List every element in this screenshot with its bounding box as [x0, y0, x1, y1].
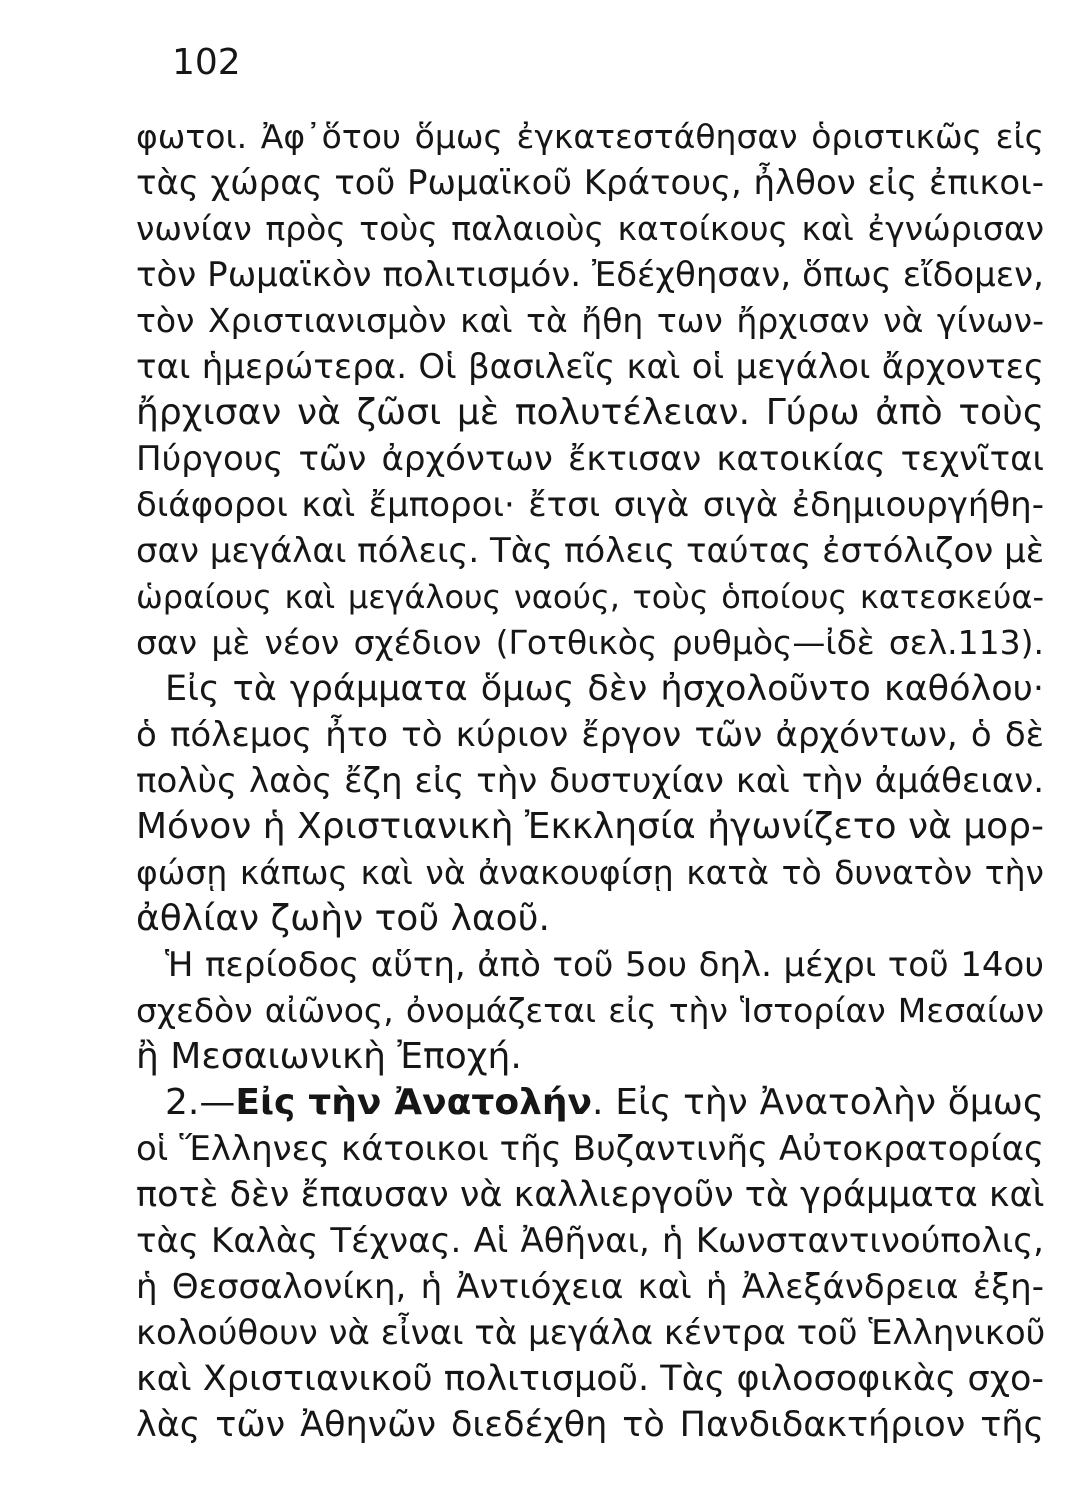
text-line: Πύργους τῶν ἀρχόντων ἔκτισαν κατοικίας τεχνῖται [136, 439, 1044, 479]
text-line: ται ἡμερώτερα. Οἱ βασιλεῖς καὶ οἱ μεγάλοι ἄρχοντες [136, 347, 1044, 387]
text-line: Εἰς τὰ γράμματα ὅμως δὲν ἠσχολοῦντο καθόλου· [165, 669, 1044, 709]
text-line: σαν μεγάλαι πόλεις. Τὰς πόλεις ταύτας ἐστόλιζον μὲ [136, 531, 1045, 571]
text-line: τὰς Καλὰς Τέχνας. Αἱ Ἀθῆναι, ἡ Κωνσταντινούπολις, [136, 1221, 1044, 1261]
text-line: Μόνον ἡ Χριστιανικὴ Ἐκκλησία ἠγωνίζετο νὰ μορ- [136, 806, 1045, 847]
text-line: τὸν Χριστιανισμὸν καὶ τὰ ἤθη των ἤρχισαν νὰ γίνων- [136, 301, 1044, 340]
text-line: ποτὲ δὲν ἔπαυσαν νὰ καλλιεργοῦν τὰ γράμματα καὶ [136, 1175, 1045, 1215]
text-line: ἢ Μεσαιωνικὴ Ἐποχή. [136, 1036, 522, 1077]
text-line: καὶ Χριστιανικοῦ πολιτισμοῦ. Τὰς φιλοσοφικὰς σχο- [136, 1359, 1044, 1399]
text-line: οἱ Ἕλληνες κάτοικοι τῆς Βυζαντινῆς Αὐτοκρατορίας [136, 1129, 1044, 1169]
text-line: διάφοροι καὶ ἔμποροι· ἔτσι σιγὰ σιγὰ ἐδημιουργήθη- [136, 485, 1044, 525]
text-line: τὸν Ρωμαϊκὸν πολιτισμόν. Ἐδέχθησαν, ὅπως εἴδομεν, [136, 255, 1044, 295]
text-line: ἀθλίαν ζωὴν τοῦ λαοῦ. [136, 898, 550, 939]
text-line: ἡ Θεσσαλονίκη, ἡ Ἀντιόχεια καὶ ἡ Ἀλεξάνδρεια ἐξη- [136, 1267, 1044, 1307]
text-line: φωτοι. Ἀφ᾿ὅτου ὅμως ἐγκατεστάθησαν ὁριστικῶς εἰς [136, 117, 1044, 156]
section-heading-rest: . Εἰς τὴν Ἀνατολὴν ὅμως [592, 1082, 1044, 1123]
text-line: ἤρχισαν νὰ ζῶσι μὲ πολυτέλειαν. Γύρω ἀπὸ τοὺς [136, 392, 1044, 433]
text-line: σχεδὸν αἰῶνος, ὀνομάζεται εἰς τὴν Ἱστορίαν Μεσαίων [136, 991, 1044, 1030]
section-number: 2.— [165, 1082, 236, 1123]
text-line: φώσῃ κάπως καὶ νὰ ἀνακουφίσῃ κατὰ τὸ δυνατὸν τὴν [136, 853, 1044, 892]
section-heading-line [165, 1081, 1044, 1125]
page-number: 102 [172, 42, 241, 83]
text-line: ὡραίους καὶ μεγάλους ναούς, τοὺς ὁποίους κατεσκεύα- [136, 578, 1044, 616]
text-line: λὰς τῶν Ἀθηνῶν διεδέχθη τὸ Πανδιδακτήριον τῆς [136, 1405, 1044, 1445]
text-line: νωνίαν πρὸς τοὺς παλαιοὺς κατοίκους καὶ ἐγνώρισαν [136, 209, 1044, 248]
text-line: πολὺς λαὸς ἔζη εἰς τὴν δυστυχίαν καὶ τὴν ἀμάθειαν. [136, 761, 1044, 801]
text-line: τὰς χώρας τοῦ Ρωμαϊκοῦ Κράτους, ἦλθον εἰς ἐπικοι- [136, 163, 1044, 203]
section-heading: Εἰς τὴν Ἀνατολήν [235, 1082, 593, 1123]
text-line: Ἡ περίοδος αὕτη, ἀπὸ τοῦ 5ου δηλ. μέχρι τοῦ 14ου [165, 945, 1044, 985]
text-line: ὁ πόλεμος ἦτο τὸ κύριον ἔργον τῶν ἀρχόντων, ὁ δὲ [136, 715, 1044, 755]
text-line: κολούθουν νὰ εἶναι τὰ μεγάλα κέντρα τοῦ Ἑλληνικοῦ [136, 1313, 1046, 1353]
text-line: σαν μὲ νέον σχέδιον (Γοτθικὸς ρυθμὸς—ἰδὲ σελ.113). [136, 623, 1044, 662]
